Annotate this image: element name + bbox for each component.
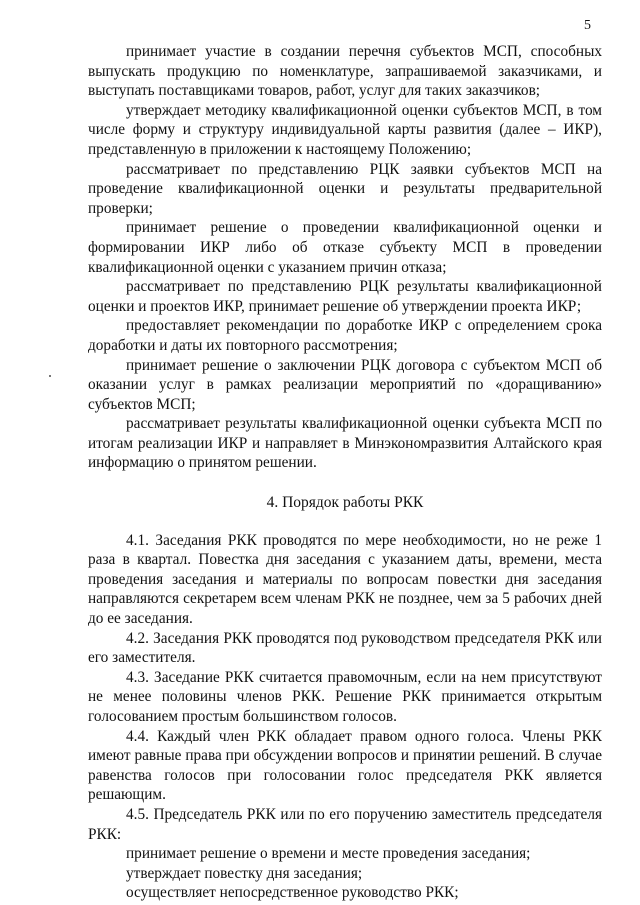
intro-item: принимает решение о заключении РЦК договора с субъектом МСП об оказании услуг в рамках реализации мероприятий по «доращиванию» субъектов МСП; [88,356,602,413]
chair-duty-item: осуществляет непосредственное руководство РКК; [126,884,459,902]
document-body [88,42,602,903]
intro-item: предоставляет рекомендации по доработке ИКР с определением срока доработки и даты их повторного рассмотрения; [88,317,602,354]
section-paragraph: 4.5. Председатель РКК или по его поручению заместитель председателя РКК: [88,805,602,843]
intro-item: принимает участие в создании перечня субъектов МСП, способных выпускать продукцию по номенклатуре, запрашиваемой заказчиками, и выступать поставщиками товаров, работ, услуг для таких заказчиков; [88,43,602,100]
intro-item: утверждает методику квалификационной оценки субъектов МСП, в том числе форму и структуру индивидуальной карты развития (далее – ИКР), представленную в приложении к настоящему Положению; [88,101,602,158]
scan-speck [49,375,51,377]
chair-duty-item: утверждает повестку дня заседания; [126,864,363,882]
intro-item: принимает решение о проведении квалификационной оценки и формировании ИКР либо об отказе субъекту МСП в проведении квалификационной оценки с указанием причин отказа; [88,219,602,276]
section-paragraph: 4.1. Заседания РКК проводятся по мере необходимости, но не реже 1 раза в квартал. Повестка дня заседания с указанием даты, времени, места проведения заседания и материалы по вопросам повестки дня заседания направляются секретарем всем членам РКК не позднее, чем за 5 рабочих дней до ее заседания. [88,531,602,628]
page-number: 5 [584,18,591,33]
intro-item: рассматривает по представлению РЦК заявки субъектов МСП на проведение квалификационной оценки и результаты предварительной проверки; [88,160,602,217]
section-paragraph: 4.4. Каждый член РКК обладает правом одного голоса. Члены РКК имеют равные права при обсуждении вопросов и принятии решений. В случае равенства голосов при голосовании голос председателя РКК является решающим. [88,727,602,804]
intro-item: рассматривает результаты квалификационной оценки субъекта МСП по итогам реализации ИКР и направляет в Минэкономразвития Алтайского края информацию о принятом решении. [88,415,602,472]
section-heading: 4. Порядок работы РКК [266,494,424,512]
section-paragraph: 4.3. Заседание РКК считается правомочным, если на нем присутствуют не менее половины членов РКК. Решение РКК принимается открытым голосованием простым большинством голосов. [88,668,602,725]
intro-item: рассматривает по представлению РЦК результаты квалификационной оценки и проектов ИКР, принимает решение об утверждении проекта ИКР; [88,278,602,315]
section-paragraph: 4.2. Заседания РКК проводятся под руководством председателя РКК или его заместителя. [88,629,602,667]
chair-duty-item: принимает решение о времени и месте проведения заседания; [126,845,531,863]
